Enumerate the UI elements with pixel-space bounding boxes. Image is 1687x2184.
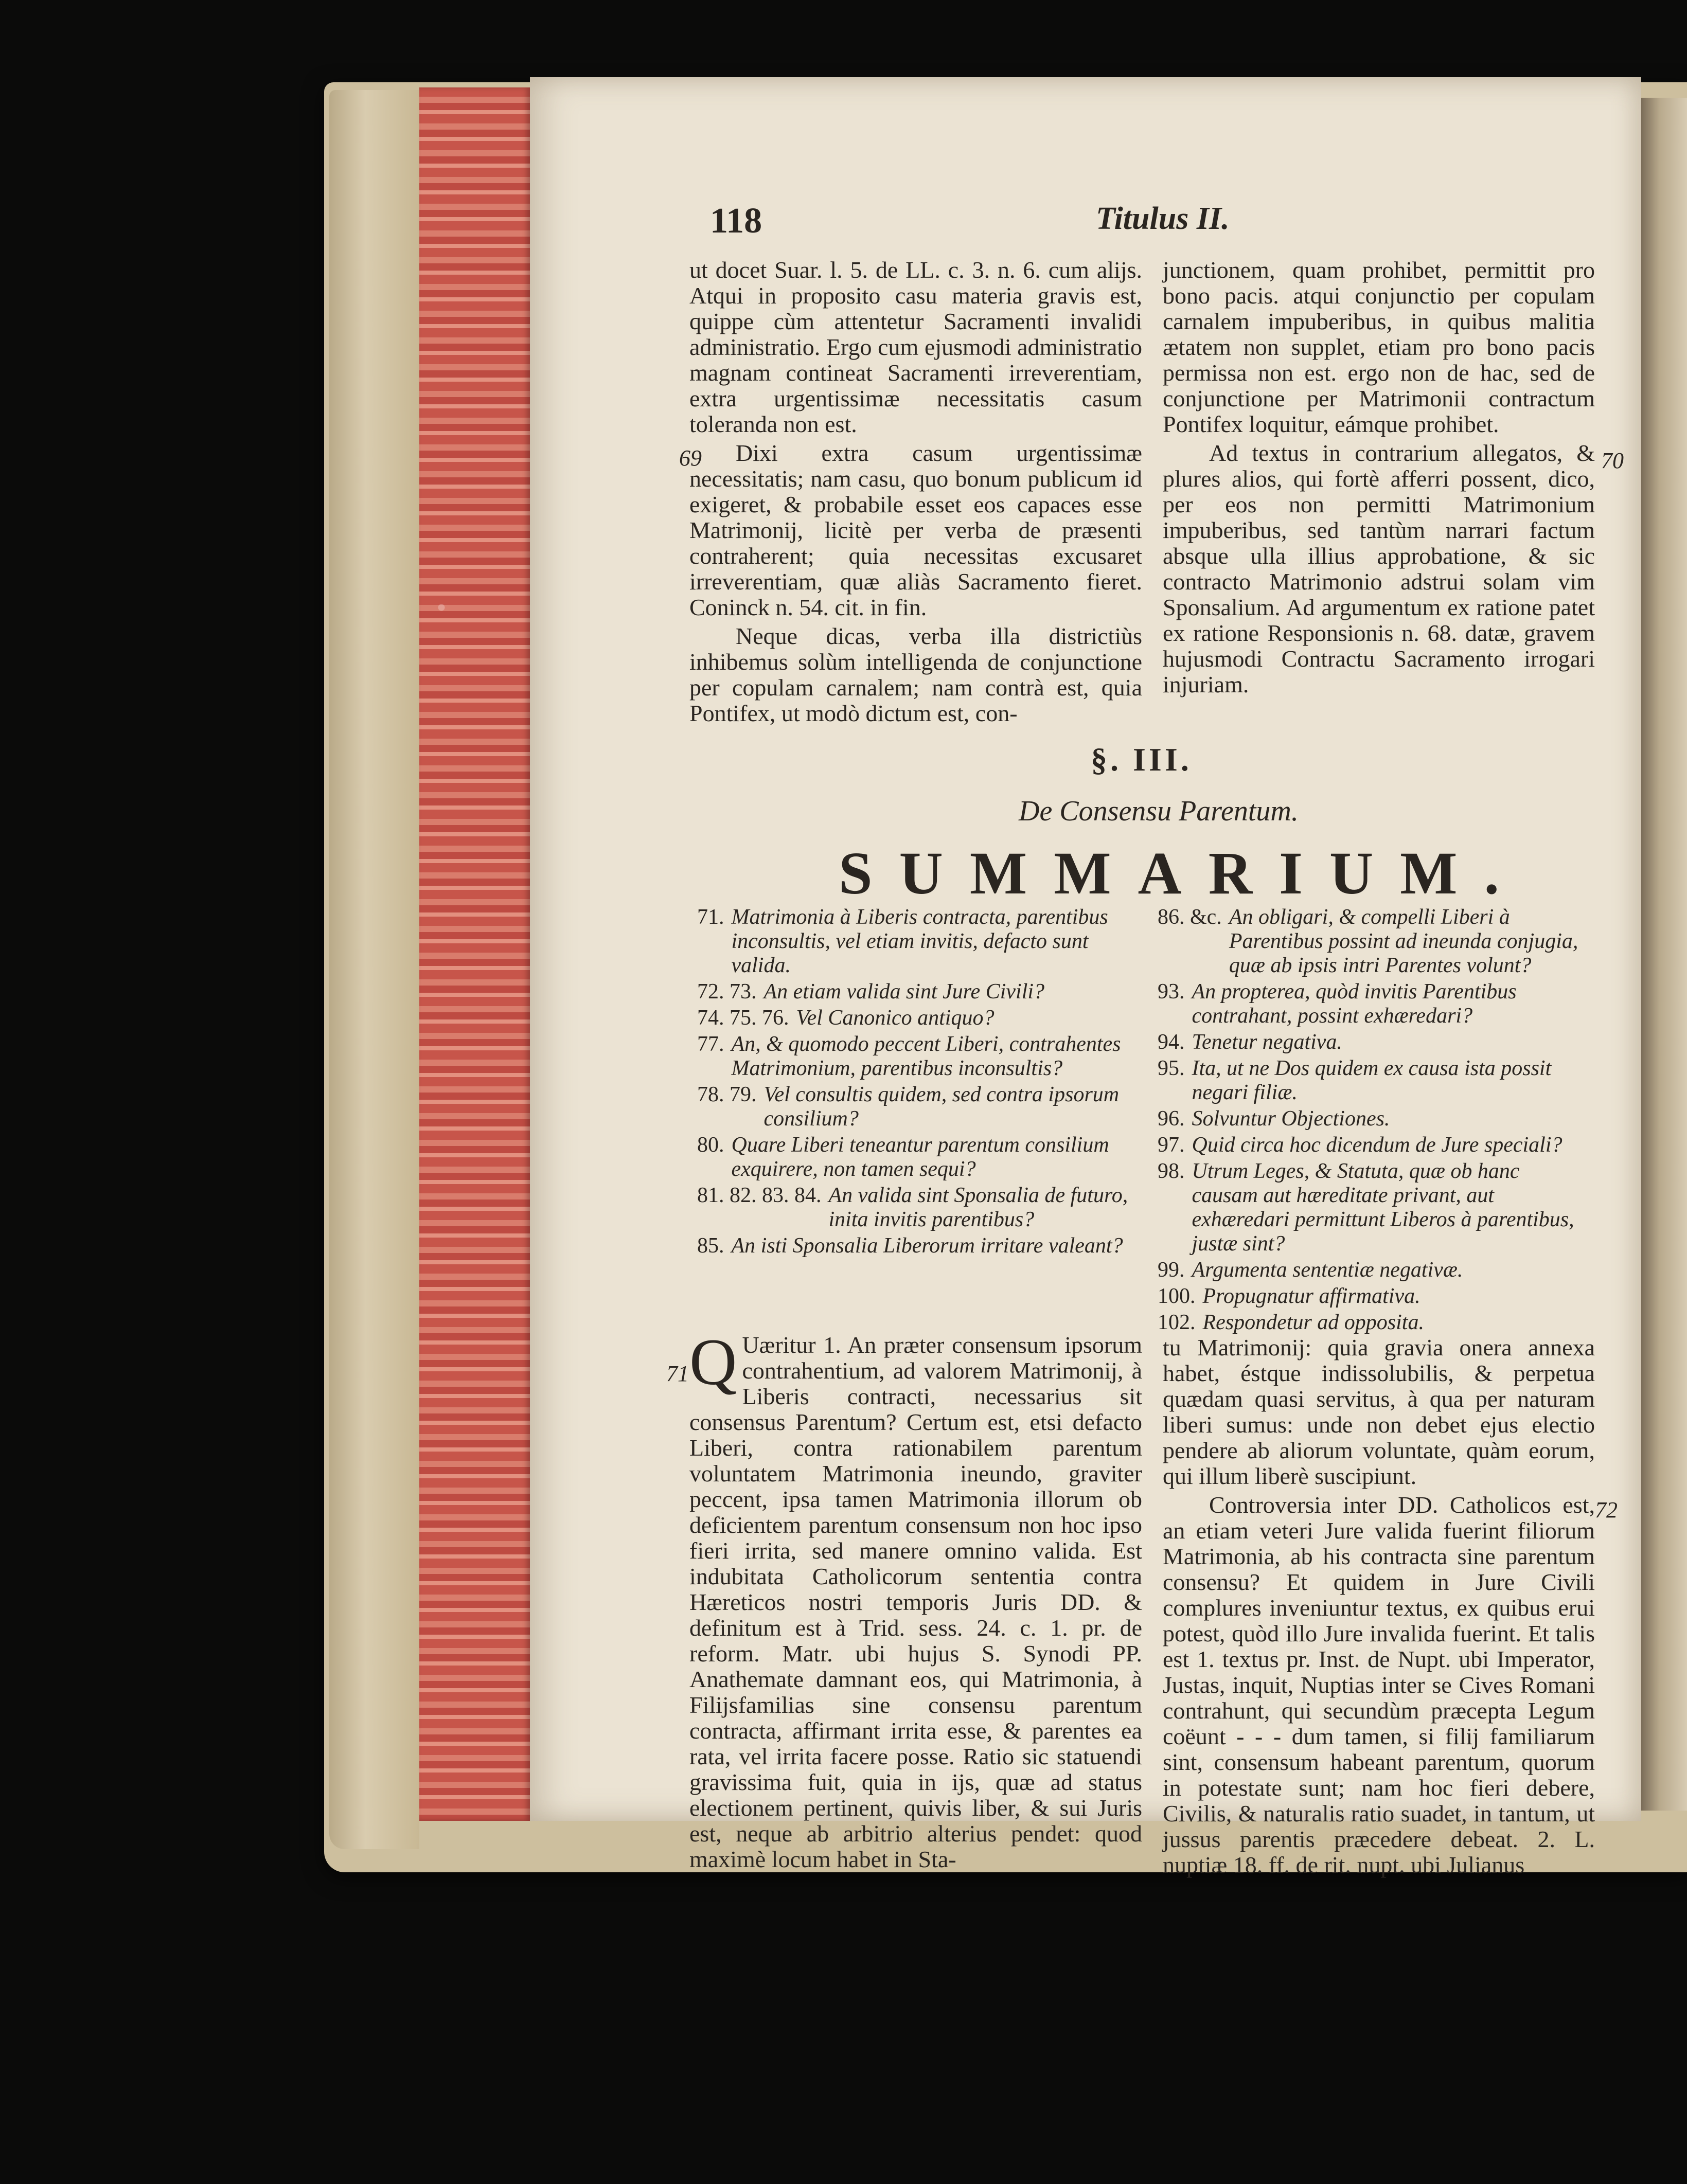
summary-item-text: Matrimonia à Liberis contracta, parentibus inconsultis, vel etiam invitis, defacto sunt valida. <box>731 905 1108 977</box>
summary-item <box>1158 905 1585 978</box>
summary-item <box>697 1234 1134 1258</box>
summary-item-number: 71. <box>697 905 724 929</box>
summary-item-text: Quare Liberi teneantur parentum consilium exquirere, non tamen sequi? <box>731 1133 1109 1181</box>
margin-number: 69 <box>679 445 702 471</box>
summary-item-text: An isti Sponsalia Liberorum irritare valeant? <box>731 1234 1123 1258</box>
paragraph: Neque dicas, verba illa districtiùs inhibemus solùm intelligenda de conjunctione per copulam carnalem; nam contrà est, quia Pontifex, ut modò dictum est, con- <box>689 623 1142 726</box>
summary-item-text: An valida sint Sponsalia de futuro, inita invitis parentibus? <box>828 1184 1128 1231</box>
summary-item-text: Propugnatur affirmativa. <box>1202 1284 1420 1308</box>
summary-item-number: 102. <box>1158 1311 1196 1334</box>
summary-item-text: An propterea, quòd invitis Parentibus contrahant, possint exhæredari? <box>1192 980 1517 1028</box>
summary-item-text: Respondetur ad opposita. <box>1202 1311 1424 1334</box>
summary-item-text: An etiam valida sint Jure Civili? <box>763 980 1045 1004</box>
summary-left-column <box>697 905 1134 1260</box>
summary-item-text: Utrum Leges, & Statuta, quæ ob hanc causam aut hæreditate privant, aut exhæredari permittunt Liberos à parentibus, justæ sint? <box>1192 1159 1574 1256</box>
summary-item-text: An, & quomodo peccent Liberi, contrahentes Matrimonium, parentibus inconsultis? <box>731 1032 1121 1080</box>
summary-item-number: 78. 79. <box>697 1083 757 1106</box>
summary-item <box>1158 1030 1585 1054</box>
summary-item-number: 93. <box>1158 980 1185 1004</box>
summary-item <box>697 980 1134 1004</box>
summary-item <box>1158 1133 1585 1157</box>
summary-item-text: Vel consultis quidem, sed contra ipsorum consilium? <box>763 1083 1120 1131</box>
book-spine-edge <box>329 90 419 1849</box>
summary-item-text: An obligari, & compelli Liberi à Parentibus possint ad ineunda conjugia, quæ ab ipsis intri Parentes volunt? <box>1229 905 1578 977</box>
lower-right-column <box>1163 1335 1595 1881</box>
page-number: 118 <box>710 201 762 241</box>
paragraph: Ad textus in contrarium allegatos, & plures alios, qui fortè afferri possent, dico, per eos non permitti Matrimonium impuberibus, sed tantùm narrari factum absque ulla illius approbatione, & sic contracto Matrimonio adstrui solam vim Sponsalium. Ad argumentum ex ratione patet ex ratione Responsionis n. 68. datæ, gravem hujusmodi Contractu Sacramento irrogari injuriam. <box>1163 440 1595 697</box>
summary-item <box>697 1083 1134 1131</box>
summary-item <box>697 1184 1134 1232</box>
summary-item-number: 96. <box>1158 1107 1185 1131</box>
drop-cap: Q <box>689 1326 737 1399</box>
summary-item <box>1158 1258 1585 1282</box>
summary-item <box>1158 1311 1585 1335</box>
summary-item <box>1158 1107 1585 1131</box>
paragraph: Controversia inter DD. Catholicos est, an etiam veteri Jure valida fuerint filiorum Matrimonia, ab his contracta sine parentum consensu? Et quidem in Jure Civili complures inveniuntur textus, ex quibus erui potest, quòd illo Jure invalida fuerint. Et talis est 1. textus pr. Inst. de Nupt. ubi Imperator, Justas, inquit, Nuptias inter se Cives Romani contrahunt, qui secundùm præcepta Legum coëunt - - - dum tamen, si filij familiarum sint, consensum habeant parentum, quorum in potestate sunt; nam hoc fieri debere, Civilis, & naturalis ratio suadet, in tantum, ut jussus parentis præcedere debeat. 2. L. nuptiæ 18. ff. de rit. nupt. ubi Julianus <box>1163 1492 1595 1878</box>
paragraph-text: Uæritur 1. An præter consensum ipsorum contrahentium, ad valorem Matrimonij, à Liberis contracti, necessarius sit consensus Parentum? Certum est, etsi defacto Liberi, contra rationabilem parentum voluntatem Matrimonia ineundo, graviter peccent, ipsa tamen Matrimonia illorum ob deficientem parentum consensum non hoc ipso fieri irrita, sed manere omnino valida. Est indubitata Catholicorum sententia contra Hæreticos nostri temporis Juris DD. & definitum est à Trid. sess. 24. c. 1. pr. de reform. Matr. ubi hujus S. Synodi PP. Anathemate damnant eos, qui Matrimonia, à Filijsfamilias sine consensu parentum contracta, affirmant irrita esse, & parentes ea rata, vel irrita facere posse. Ratio sic statuendi gravissima fuit, quia in ijs, quæ ad status electionem pertinent, quivis liber, & sui Juris est, neque ab arbitrio alterius pendet: quod maximè locum habet in Sta- <box>689 1332 1142 1872</box>
summary-item-number: 100. <box>1158 1284 1196 1308</box>
paragraph: tu Matrimonij: quia gravia onera annexa habet, éstque indissolubilis, & perpetua quædam quasi servitus, à qua per naturam liberi sumus: unde non debet ejus electio pendere ab aliorum voluntate, quàm eorum, qui illum liberè suscipiunt. <box>1163 1334 1595 1489</box>
summary-item-number: 85. <box>697 1234 724 1258</box>
summary-item-text: Solvuntur Objectiones. <box>1192 1107 1390 1131</box>
summary-item-text: Vel Canonico antiquo? <box>796 1006 995 1030</box>
summary-item <box>1158 1159 1585 1256</box>
summary-item <box>1158 1284 1585 1309</box>
paragraph: Dixi extra casum urgentissimæ necessitatis; nam casu, quo bonum publicum id exigeret, & probabile esset eos capaces esse Matrimonij, licitè per verba de præsenti contraherent; quia necessitas excusaret irreverentiam, quæ aliàs Sacramento fieret. Coninck n. 54. cit. in fin. <box>689 440 1142 620</box>
summary-item-number: 99. <box>1158 1258 1185 1282</box>
paragraph: ut docet Suar. l. 5. de LL. c. 3. n. 6. cum alijs. Atqui in proposito casu materia gravis est, quippe cùm attentetur Sacramenti invalidi administratio. Ergo cum ejusmodi administratio magnam contineat Sacramenti irreverentiam, extra urgentissimæ necessitatis casum toleranda non est. <box>689 257 1142 437</box>
section-title: De Consensu Parentum. <box>1019 795 1299 827</box>
paragraph <box>689 1326 1142 1872</box>
summary-item-text: Ita, ut ne Dos quidem ex causa ista possit negari filiæ. <box>1192 1057 1552 1104</box>
summary-item-text: Tenetur negativa. <box>1192 1030 1342 1054</box>
red-page-edges <box>419 87 530 1821</box>
upper-right-column <box>1163 257 1595 701</box>
paragraph: junctionem, quam prohibet, permittit pro bono pacis. atqui conjunctio per copulam carnalem impuberibus, in quibus malitia ætatem non supplet, etiam pro bono pacis permissa non est. ergo non de hac, sed de conjunctione per Matrimonii contractum Pontifex loquitur, eámque prohibet. <box>1163 257 1595 437</box>
summary-item-number: 97. <box>1158 1133 1185 1157</box>
summary-right-column <box>1158 905 1585 1337</box>
summary-item <box>1158 980 1585 1028</box>
next-page-edge <box>1641 98 1687 1811</box>
summary-heading: SUMMARIUM. <box>839 839 1526 907</box>
summary-item-text: Quid circa hoc dicendum de Jure speciali? <box>1192 1133 1562 1157</box>
margin-number: 70 <box>1601 448 1624 473</box>
summary-item-number: 72. 73. <box>697 980 757 1004</box>
upper-left-column <box>689 257 1142 729</box>
running-title: Titulus II. <box>1096 201 1230 236</box>
summary-item-number: 80. <box>697 1133 724 1157</box>
summary-item <box>697 1133 1134 1181</box>
section-mark: §. III. <box>1091 741 1192 778</box>
margin-number: 71 <box>666 1361 689 1386</box>
summary-item <box>697 905 1134 978</box>
summary-item-number: 94. <box>1158 1030 1185 1054</box>
summary-item-text: Argumenta sententiæ negativæ. <box>1192 1258 1463 1282</box>
summary-item <box>697 1032 1134 1081</box>
summary-item-number: 81. 82. 83. 84. <box>697 1184 822 1207</box>
summary-item-number: 86. &c. <box>1158 905 1222 929</box>
summary-item <box>1158 1057 1585 1105</box>
summary-item-number: 98. <box>1158 1159 1185 1183</box>
summary-item-number: 95. <box>1158 1057 1185 1080</box>
summary-item <box>697 1006 1134 1030</box>
lower-left-column <box>689 1326 1142 1875</box>
margin-number: 72 <box>1595 1497 1618 1523</box>
summary-item-number: 77. <box>697 1032 724 1056</box>
summary-item-number: 74. 75. 76. <box>697 1006 789 1030</box>
